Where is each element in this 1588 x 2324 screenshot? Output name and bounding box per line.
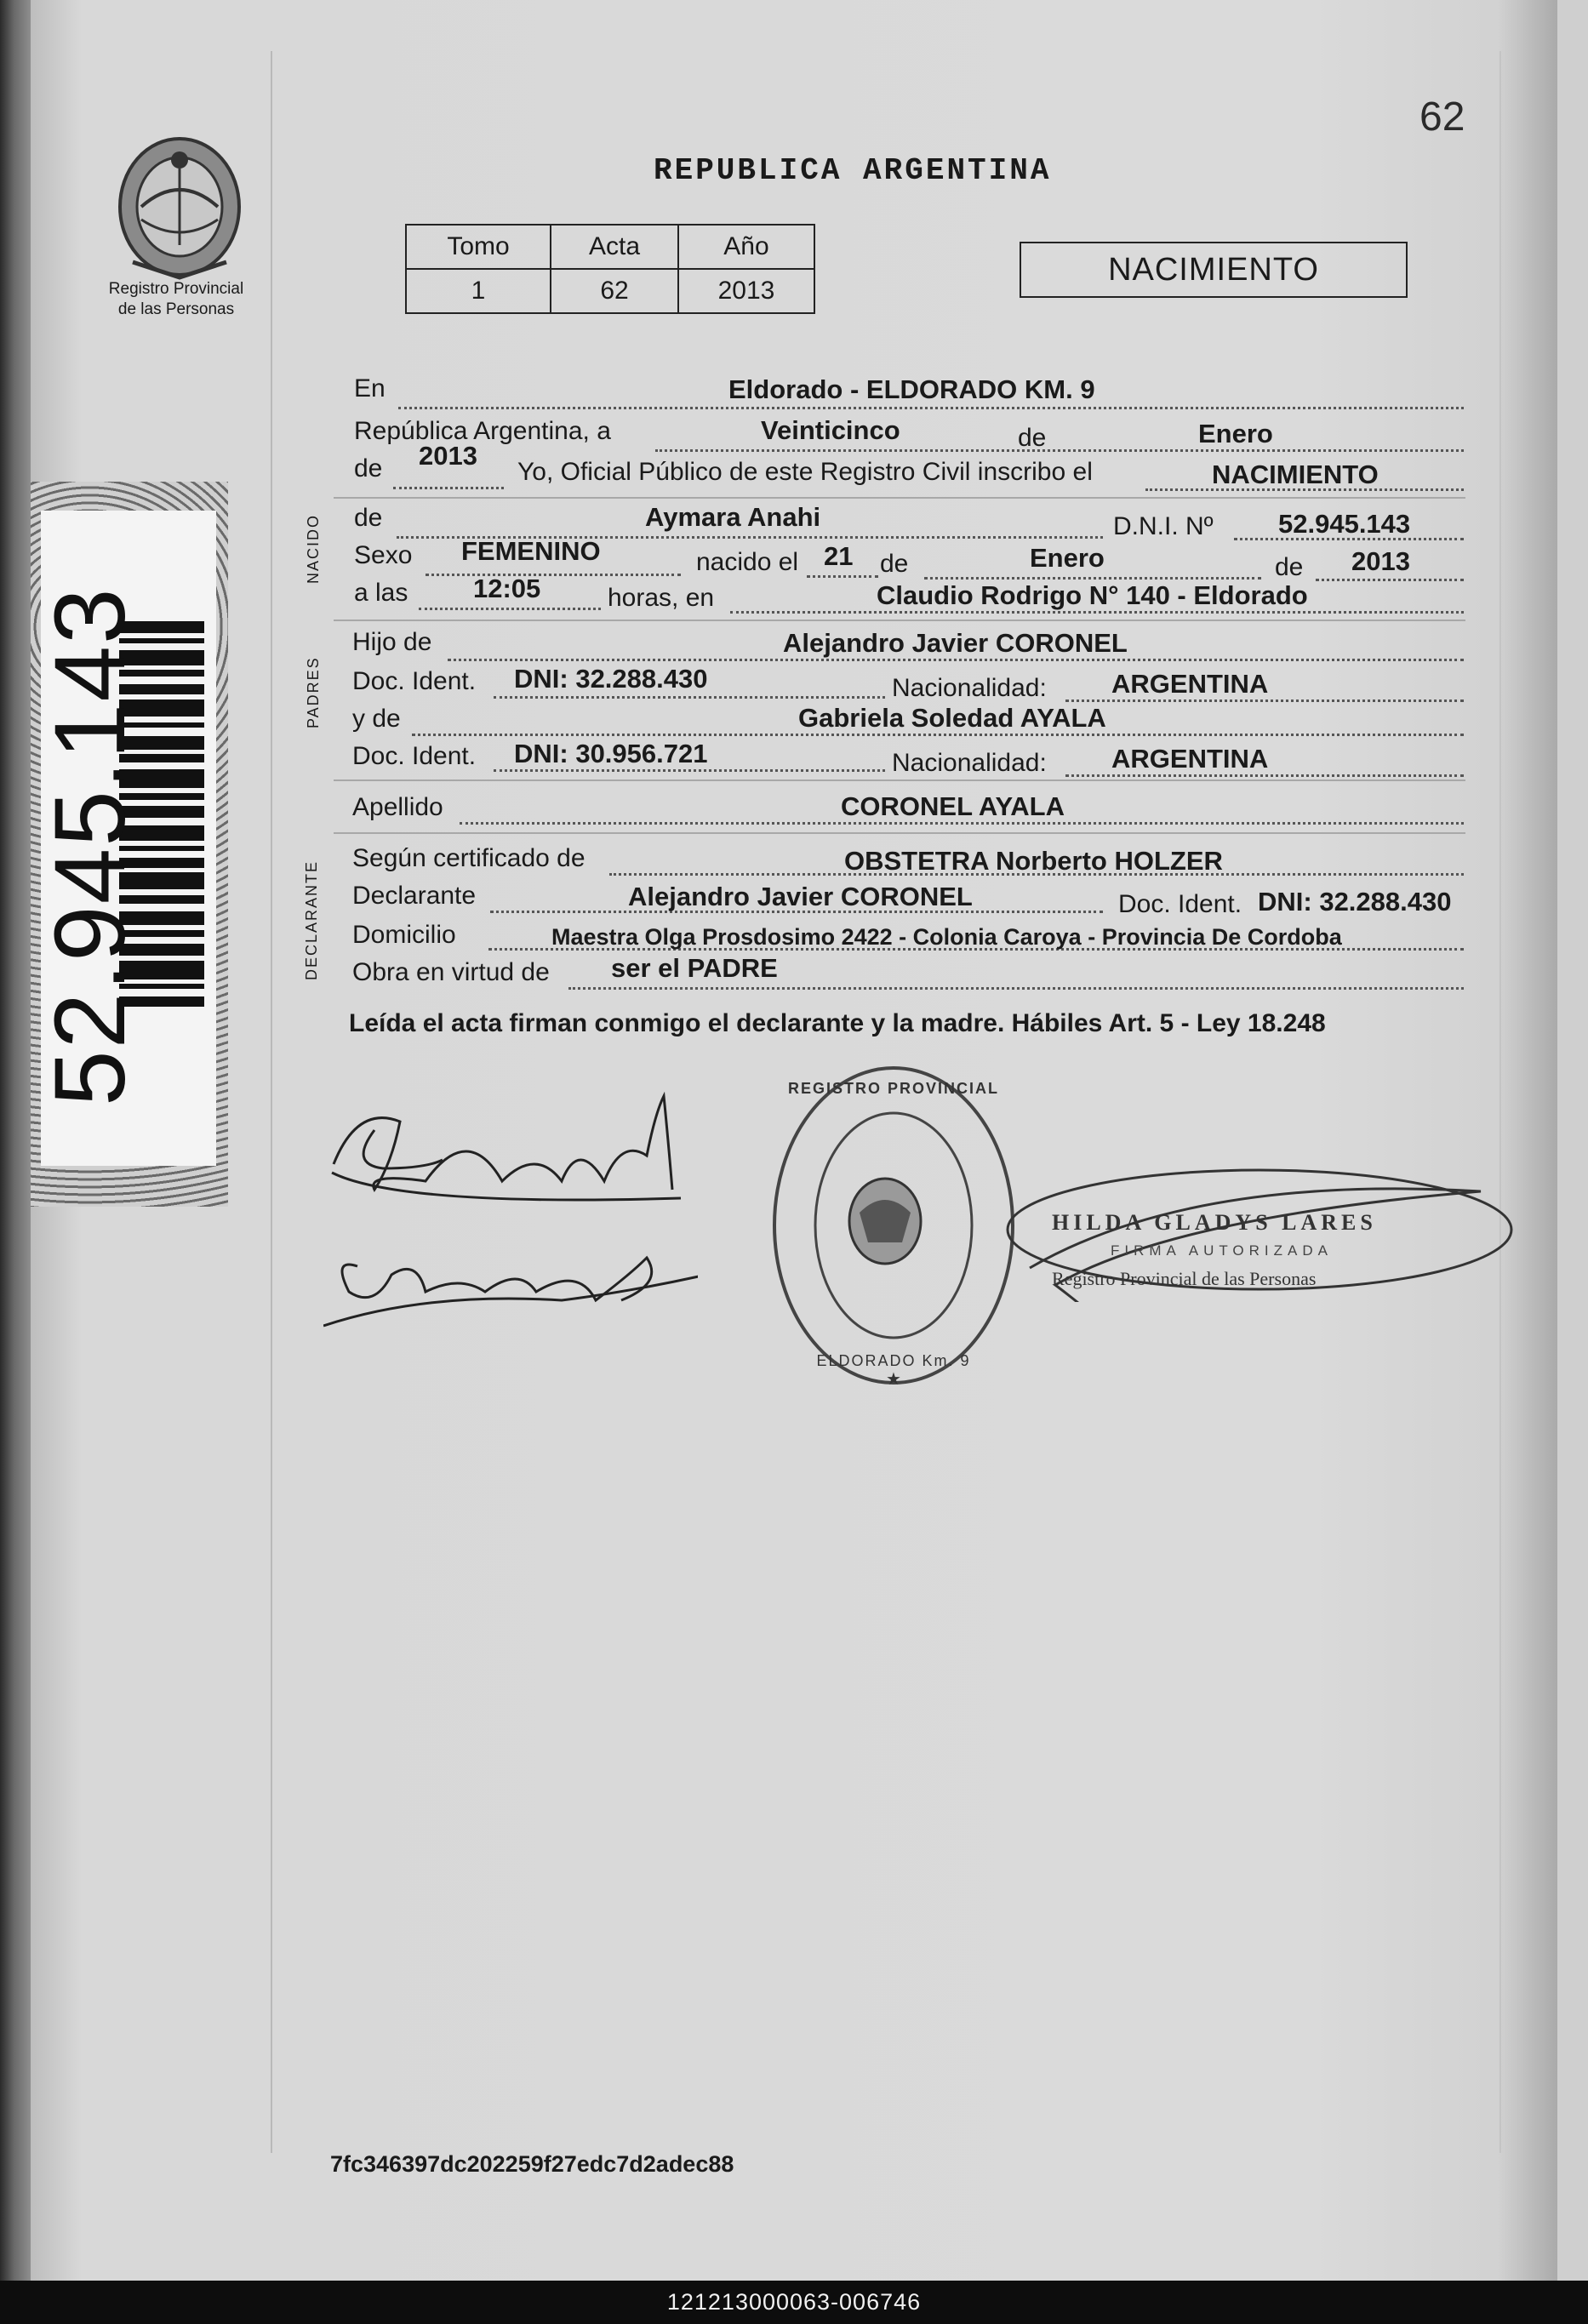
declarante-value: Alejandro Javier CORONEL (628, 882, 973, 911)
declarante-label: Declarante (352, 882, 477, 910)
horas-en-label: horas, en (608, 584, 715, 612)
right-margin-rule (1499, 51, 1501, 2153)
madre-nac-label: Nacionalidad: (892, 749, 1047, 777)
sexo-dots (426, 574, 681, 576)
anio-dots (393, 487, 504, 489)
obra-label: Obra en virtud de (352, 958, 550, 986)
madre-value: Gabriela Soledad AYALA (798, 703, 1106, 733)
dia-texto-value: Veinticinco (761, 415, 900, 445)
padre-dots (448, 659, 1464, 661)
padre-doc-value: DNI: 32.288.430 (514, 664, 708, 694)
left-margin-rule (271, 51, 272, 2153)
stamp-officer-name: HILDA GLADYS LARES (1052, 1210, 1377, 1235)
apellido-label: Apellido (352, 793, 443, 821)
mes-nac-dots (924, 577, 1261, 580)
domicilio-label: Domicilio (352, 921, 456, 949)
anio-acta-value: 2013 (419, 441, 477, 471)
registro-label: Registro Provincial de las Personas (108, 280, 244, 318)
a-las-label: a las (354, 579, 408, 607)
republica-label: República Argentina, a (354, 417, 611, 445)
dni-value: 52.945.143 (1278, 509, 1411, 539)
madre-nac-dots (1065, 774, 1464, 777)
domicilio-value: Maestra Olga Prosdosimo 2422 - Colonia Caroya - Provincia De Cordoba (551, 924, 1342, 950)
nombre-value: Aymara Anahi (645, 502, 821, 532)
stamp-organization: Registro Provincial de las Personas (1052, 1268, 1317, 1289)
nac-anio-value: 2013 (1351, 546, 1410, 576)
nacido-el-label: nacido el (696, 548, 799, 576)
anio-value: 2013 (678, 269, 814, 313)
document-title: REPUBLICA ARGENTINA (654, 153, 1052, 188)
madre-nac-value: ARGENTINA (1111, 744, 1269, 774)
dia-dots (807, 575, 878, 578)
document-hash: 7fc346397dc202259f27edc7d2adec88 (330, 2151, 734, 2177)
republica-dots (655, 449, 1464, 452)
tomo-value: 1 (406, 269, 551, 313)
page-number: 62 (1419, 94, 1465, 140)
lugar-value: Eldorado - ELDORADO KM. 9 (728, 374, 1095, 404)
obra-dots (568, 987, 1464, 990)
madre-doc-label: Doc. Ident. (352, 742, 477, 770)
anio-nac-dots (1316, 579, 1464, 581)
sexo-value: FEMENINO (461, 536, 601, 566)
separator-nacido (334, 497, 1465, 499)
provincial-emblem-icon (107, 126, 252, 288)
svg-text:REGISTRO PROVINCIAL: REGISTRO PROVINCIAL (787, 1080, 1000, 1097)
padre-doc-dots (494, 696, 885, 699)
en-dots (398, 407, 1464, 409)
padre-nac-value: ARGENTINA (1111, 669, 1269, 699)
y-de-label: y de (352, 705, 401, 733)
scan-footer-id: 121213000063-006746 (666, 2289, 922, 2315)
de2-label: de (354, 454, 383, 483)
lugar-nac-value: Claudio Rodrigo N° 140 - Eldorado (877, 580, 1308, 610)
sexo-label: Sexo (354, 541, 413, 569)
separator-padres (334, 620, 1465, 621)
hora-value: 12:05 (473, 574, 541, 603)
tomo-acta-anio-table (405, 224, 815, 314)
de4-label: de (880, 550, 909, 578)
acta-value: 62 (551, 269, 678, 313)
padre-doc-label: Doc. Ident. (352, 667, 477, 695)
declarante-section-label: DECLARANTE (303, 859, 320, 980)
lugar-nac-dots (730, 611, 1464, 614)
en-label: En (354, 374, 386, 403)
de-label: de (1018, 424, 1047, 452)
madre-doc-value: DNI: 30.956.721 (514, 739, 708, 768)
lectura-statement: Leída el acta firman conmigo el declarante y la madre. Hábiles Art. 5 - Ley 18.248 (349, 1009, 1326, 1037)
padres-section-label: PADRES (305, 656, 322, 728)
hijo-de-label: Hijo de (352, 628, 432, 656)
nac-dia-value: 21 (824, 541, 854, 571)
page-shadow (1498, 0, 1557, 2281)
separator-declarante (334, 832, 1465, 834)
signature-declarante (323, 1088, 698, 1343)
oficial-text: Yo, Oficial Público de este Registro Civil inscribo el (517, 458, 1093, 486)
obra-value: ser el PADRE (611, 953, 778, 983)
dni-label: D.N.I. Nº (1113, 512, 1214, 540)
anio-header: Año (678, 225, 814, 269)
side-tag-dni: 52.945.143 (34, 586, 146, 1106)
madre-dots (412, 734, 1464, 736)
acta-type-box: NACIMIENTO (1020, 242, 1408, 298)
segun-label: Según certificado de (352, 844, 586, 872)
official-seal-icon (766, 1059, 1021, 1391)
decl-doc-label: Doc. Ident. (1118, 890, 1242, 918)
tomo-header: Tomo (406, 225, 551, 269)
mes-value: Enero (1198, 419, 1273, 448)
nac-mes-value: Enero (1030, 543, 1105, 573)
padre-value: Alejandro Javier CORONEL (783, 628, 1128, 658)
de5-label: de (1275, 553, 1304, 581)
nacido-section-label: NACIDO (305, 513, 322, 584)
acta-header: Acta (551, 225, 678, 269)
tipo-inscripcion-value: NACIMIENTO (1212, 460, 1379, 489)
hora-dots (419, 608, 601, 610)
svg-text:★: ★ (886, 1370, 901, 1389)
madre-doc-dots (494, 769, 885, 772)
separator-apellido (334, 779, 1465, 781)
padre-nac-label: Nacionalidad: (892, 674, 1047, 702)
certificado-value: OBSTETRA Norberto HOLZER (844, 846, 1223, 876)
svg-text:ELDORADO Km. 9: ELDORADO Km. 9 (816, 1352, 971, 1369)
apellido-dots (460, 822, 1464, 825)
de3-label: de (354, 504, 383, 532)
padre-nac-dots (1065, 699, 1464, 702)
stamp-officer-role: FIRMA AUTORIZADA (1111, 1242, 1333, 1259)
decl-doc-value: DNI: 32.288.430 (1258, 887, 1452, 916)
apellido-value: CORONEL AYALA (841, 791, 1065, 821)
